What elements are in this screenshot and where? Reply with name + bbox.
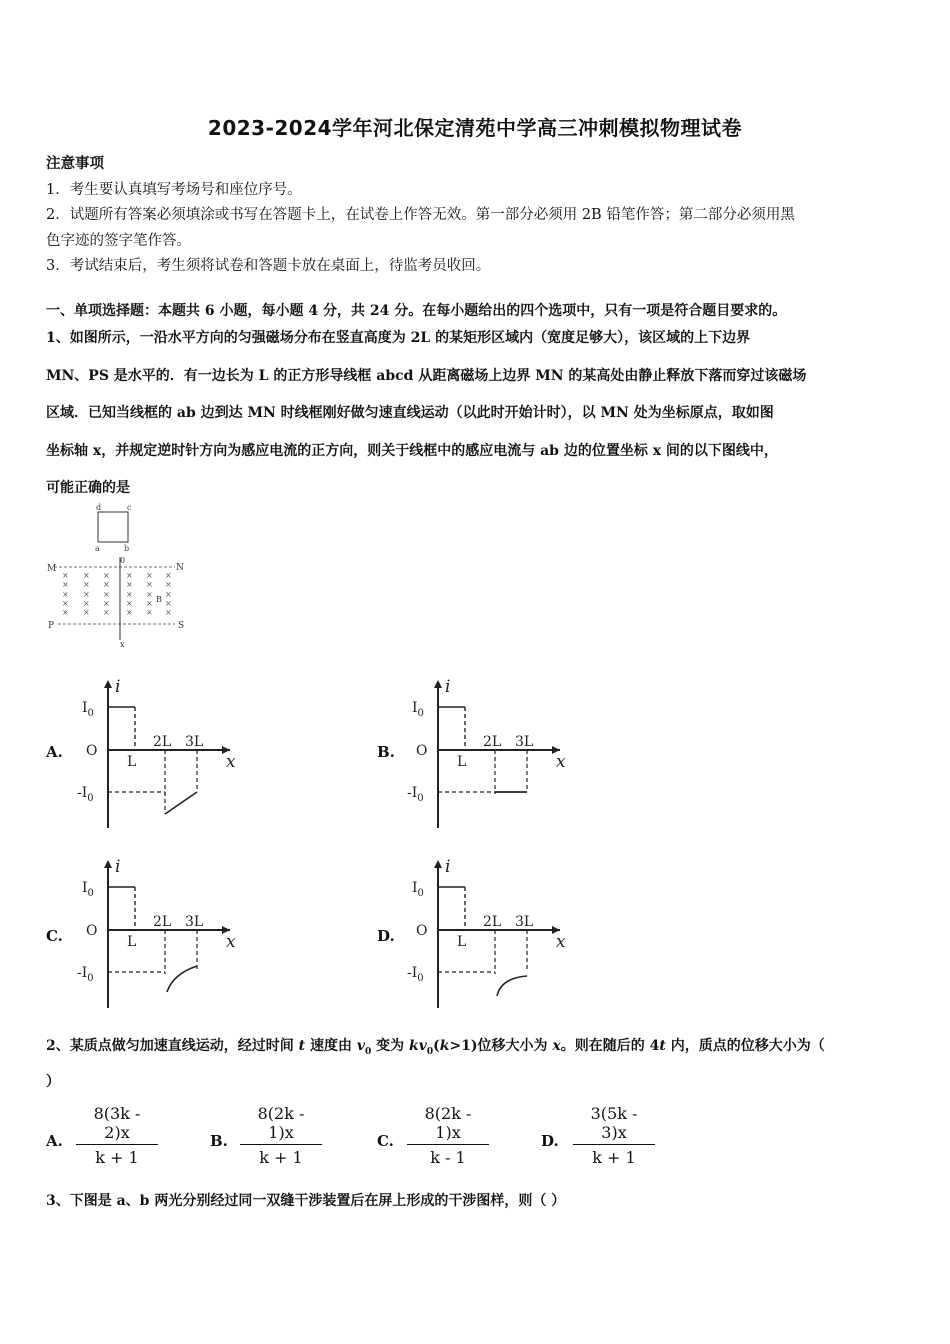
q2-stem: 2、某质点做匀加速直线运动，经过时间 t 速度由 $v_0$ 变为 $kv_0(k>1)$位移大小为 x。则在随后的 4t 内，质点的位移大小为（ — [46, 1038, 825, 1057]
field-crosses — [62, 571, 172, 617]
label-N: N — [176, 563, 184, 573]
option-D-label: D. — [377, 927, 395, 945]
origin-label: O — [416, 743, 428, 759]
x-axis-label: x — [556, 932, 566, 952]
x-axis-label: x — [226, 932, 236, 952]
field-cross: × — [103, 571, 110, 580]
2L-label: 2L — [483, 914, 502, 930]
section-heading: 一、单项选择题：本题共 6 小题，每小题 4 分，共 24 分。在每小题给出的四个选项中，只有一项是符合题目要求的。 — [46, 303, 787, 319]
q2-stem-end: ） — [46, 1074, 60, 1090]
L-label: L — [457, 754, 467, 770]
2L-label: 2L — [153, 914, 172, 930]
negI0-label: $-I_0$ — [407, 785, 424, 804]
q1-stem-line: 1、如图所示，一沿水平方向的匀强磁场分布在竖直高度为 2L 的某矩形区域内（宽度足够大），该区域的上下边界 — [46, 330, 751, 346]
corner-c: c — [127, 503, 132, 512]
q2-option-B-label: B. — [210, 1132, 228, 1150]
notice-item: 3．考试结束后，考生须将试卷和答题卡放在桌面上，待监考员收回。 — [46, 258, 491, 274]
current-curve — [497, 976, 527, 996]
field-cross: × — [62, 580, 69, 589]
L-label: L — [127, 754, 137, 770]
I0-label: $I_0$ — [412, 880, 424, 899]
q2-option-C-fraction: $\frac{8(2k - 1)x}{k - 1}$ — [407, 1104, 489, 1167]
magnetic-field-figure — [40, 500, 200, 652]
i-axis-label: i — [115, 857, 121, 877]
3L-label: 3L — [515, 914, 534, 930]
field-cross: × — [146, 590, 153, 599]
q1-stem-line: 可能正确的是 — [46, 480, 130, 496]
label-x: x — [120, 640, 125, 649]
corner-d: d — [96, 503, 102, 512]
field-cross: × — [103, 608, 110, 617]
field-cross: × — [83, 590, 90, 599]
L-label: L — [127, 934, 137, 950]
3L-label: 3L — [185, 734, 204, 750]
field-cross: × — [83, 571, 90, 580]
graph-D — [400, 852, 580, 1012]
x-axis-label: x — [226, 752, 236, 772]
notice-item: 色字迹的签字笔作答。 — [46, 233, 191, 249]
graph-B — [400, 672, 580, 832]
q1-stem-line: 坐标轴 x，并规定逆时针方向为感应电流的正方向，则关于线框中的感应电流与 ab 边的位置坐标 x 间的以下图线中， — [46, 443, 778, 459]
square-coil — [98, 512, 128, 542]
field-cross: × — [62, 590, 69, 599]
i-axis-arrow-icon — [104, 680, 112, 688]
label-M: M — [47, 564, 57, 574]
field-cross: × — [146, 599, 153, 608]
negI0-label: $-I_0$ — [77, 785, 94, 804]
2L-label: 2L — [153, 734, 172, 750]
q1-stem-line: MN、PS 是水平的．有一边长为 L 的正方形导线框 abcd 从距离磁场上边界 MN 的某高处由静止释放下落而穿过该磁场 — [46, 368, 807, 384]
I0-label: $I_0$ — [82, 880, 94, 899]
origin-label: O — [86, 923, 98, 939]
field-cross: × — [126, 571, 133, 580]
field-cross: × — [62, 571, 69, 580]
origin-label: O — [416, 923, 428, 939]
notice-item: 1．考生要认真填写考场号和座位序号。 — [46, 182, 302, 198]
i-axis-label: i — [445, 857, 451, 877]
label-P: P — [48, 621, 55, 631]
i-axis-label: i — [445, 677, 451, 697]
field-cross: × — [103, 590, 110, 599]
field-cross: × — [126, 599, 133, 608]
notice-heading: 注意事项 — [46, 155, 104, 172]
field-cross: × — [103, 580, 110, 589]
i-axis-arrow-icon — [434, 860, 442, 868]
exam-title: 2023-2024学年河北保定清苑中学高三冲刺模拟物理试卷 — [207, 116, 743, 140]
I0-label: $I_0$ — [412, 700, 424, 719]
field-cross: × — [83, 608, 90, 617]
q2-option-C-label: C. — [377, 1132, 394, 1150]
q2-option-A-fraction: $\frac{8(3k - 2)x}{k + 1}$ — [76, 1104, 158, 1167]
field-cross: × — [146, 580, 153, 589]
notice-item: 2．试题所有答案必须填涂或书写在答题卡上，在试卷上作答无效。第一部分必须用 2B 铅笔作答；第二部分必须用黑 — [46, 207, 795, 223]
i-axis-arrow-icon — [104, 860, 112, 868]
graph-C — [70, 852, 250, 1012]
corner-a: a — [95, 544, 100, 553]
label-S: S — [178, 621, 185, 631]
option-A-label: A. — [46, 743, 63, 761]
negI0-label: $-I_0$ — [77, 965, 94, 984]
field-cross: × — [165, 590, 172, 599]
option-C-label: C. — [46, 927, 63, 945]
3L-label: 3L — [185, 914, 204, 930]
q2-option-A-label: A. — [46, 1132, 63, 1150]
q3-stem: 3、下图是 a、b 两光分别经过同一双缝干涉装置后在屏上形成的干涉图样，则（ ） — [46, 1193, 566, 1209]
field-cross: × — [165, 608, 172, 617]
field-cross: × — [62, 608, 69, 617]
field-cross: × — [165, 571, 172, 580]
field-cross: × — [126, 590, 133, 599]
q2-option-B-fraction: $\frac{8(2k - 1)x}{k + 1}$ — [240, 1104, 322, 1167]
graph-A — [70, 672, 250, 832]
field-cross: × — [62, 599, 69, 608]
i-axis-arrow-icon — [434, 680, 442, 688]
3L-label: 3L — [515, 734, 534, 750]
option-B-label: B. — [377, 743, 395, 761]
L-label: L — [457, 934, 467, 950]
field-cross: × — [126, 608, 133, 617]
field-cross: × — [146, 571, 153, 580]
label-origin: 0 — [120, 556, 126, 565]
q2-option-D-label: D. — [541, 1132, 559, 1150]
q2-option-D-fraction: $\frac{3(5k - 3)x}{k + 1}$ — [573, 1104, 655, 1167]
field-cross: × — [165, 599, 172, 608]
negI0-label: $-I_0$ — [407, 965, 424, 984]
field-cross: × — [103, 599, 110, 608]
current-curve — [167, 966, 197, 992]
x-axis-label: x — [556, 752, 566, 772]
I0-label: $I_0$ — [82, 700, 94, 719]
corner-b: b — [124, 544, 130, 553]
origin-label: O — [86, 743, 98, 759]
field-cross: × — [83, 580, 90, 589]
current-curve — [165, 792, 197, 814]
q1-stem-line: 区域．已知当线框的 ab 边到达 MN 时线框刚好做匀速直线运动（以此时开始计时），以 MN 处为坐标原点，取如图 — [46, 405, 774, 421]
i-axis-label: i — [115, 677, 121, 697]
field-cross: × — [146, 608, 153, 617]
field-cross: × — [126, 580, 133, 589]
label-B: B — [156, 595, 162, 604]
field-cross: × — [83, 599, 90, 608]
field-cross: × — [165, 580, 172, 589]
2L-label: 2L — [483, 734, 502, 750]
